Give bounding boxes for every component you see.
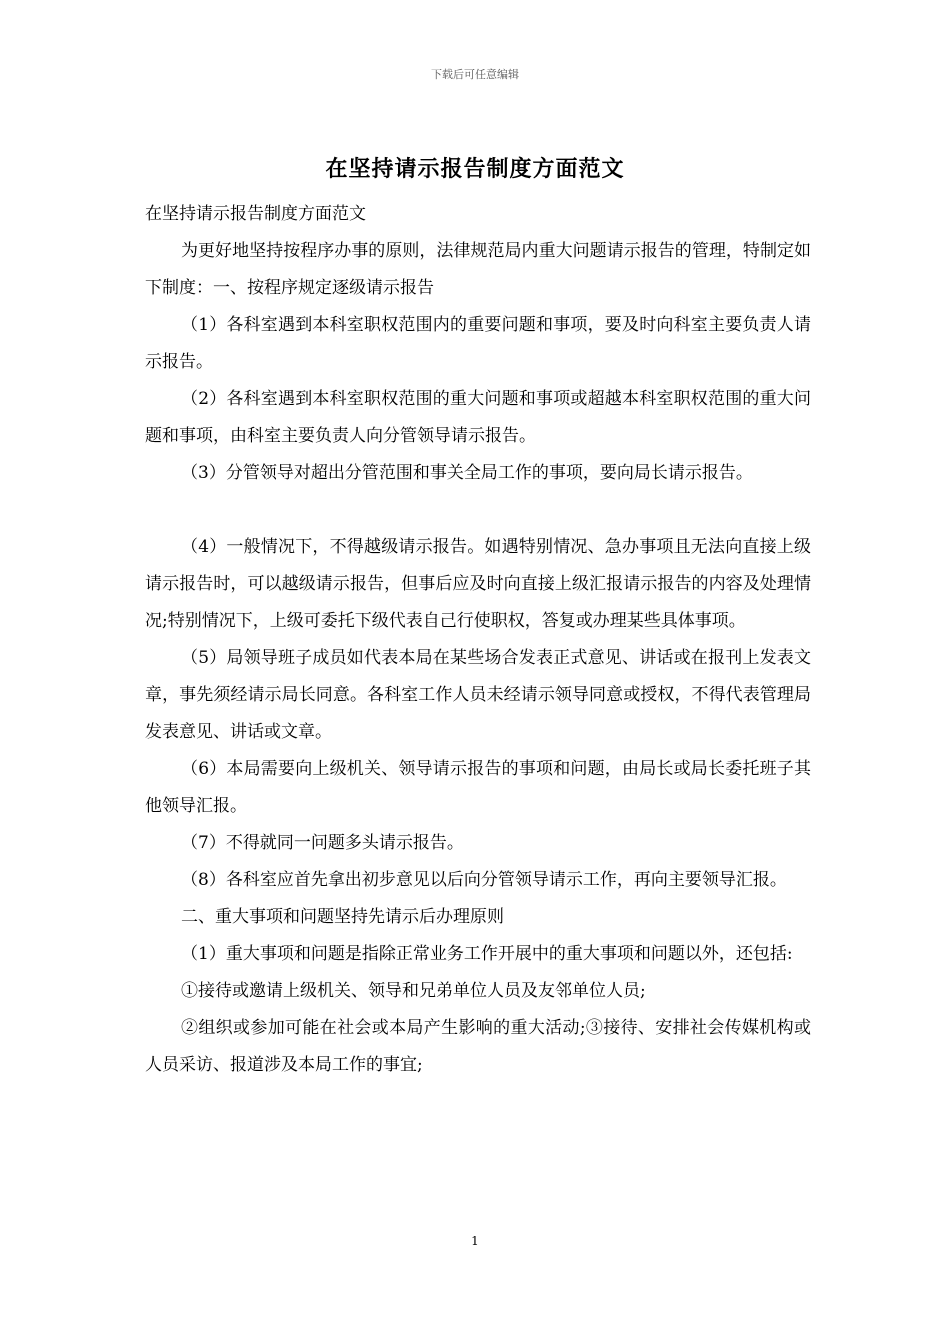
page-header: 下载后可任意编辑 (431, 68, 519, 81)
page-number: 1 (471, 1234, 479, 1248)
paragraph-circled-1: ①接待或邀请上级机关、领导和兄弟单位人员及友邻单位人员; (181, 981, 646, 1001)
paragraph-item-7: （7）不得就同一问题多头请示报告。 (181, 833, 464, 853)
paragraph-item-5: （5）局领导班子成员如代表本局在某些场合发表正式意见、讲话或在报刊上发表文章，事先须经请示局长同意。各科室工作人员未经请示领导同意或授权，不得代表管理局发表意见、讲话或文章。 (145, 648, 811, 742)
section-heading-2: 二、重大事项和问题坚持先请示后办理原则 (181, 907, 504, 927)
paragraph-item-1: （1）各科室遇到本科室职权范围内的重要问题和事项，要及时向科室主要负责人请示报告。 (145, 315, 811, 372)
paragraph-item-8: （8）各科室应首先拿出初步意见以后向分管领导请示工作，再向主要领导汇报。 (181, 870, 787, 890)
document-title: 在坚持请示报告制度方面范文 (325, 156, 625, 182)
paragraph-item-4: （4）一般情况下，不得越级请示报告。如遇特别情况、急办事项且无法向直接上级请示报告时，可以越级请示报告，但事后应及时向直接上级汇报请示报告的内容及处理情况;特别情况下，上级可委托下级代表自己行使职权，答复或办理某些具体事项。 (145, 537, 811, 631)
paragraph-circled-2-3: ②组织或参加可能在社会或本局产生影响的重大活动;③接待、安排社会传媒机构或人员采访、报道涉及本局工作的事宜; (145, 1018, 811, 1075)
document-body (145, 196, 811, 1084)
paragraph-item-2: （2）各科室遇到本科室职权范围的重大问题和事项或超越本科室职权范围的重大问题和事项，由科室主要负责人向分管领导请示报告。 (145, 389, 811, 446)
paragraph-item-6: （6）本局需要向上级机关、领导请示报告的事项和问题，由局长或局长委托班子其他领导汇报。 (145, 759, 811, 816)
paragraph-item-3: （3）分管领导对超出分管范围和事关全局工作的事项，要向局长请示报告。 (181, 463, 753, 483)
paragraph-intro: 为更好地坚持按程序办事的原则，法律规范局内重大问题请示报告的管理，特制定如下制度：一、按程序规定逐级请示报告 (145, 241, 811, 298)
paragraph-section2-item-1: （1）重大事项和问题是指除正常业务工作开展中的重大事项和问题以外，还包括: (181, 944, 793, 964)
subtitle-paragraph: 在坚持请示报告制度方面范文 (145, 204, 366, 224)
